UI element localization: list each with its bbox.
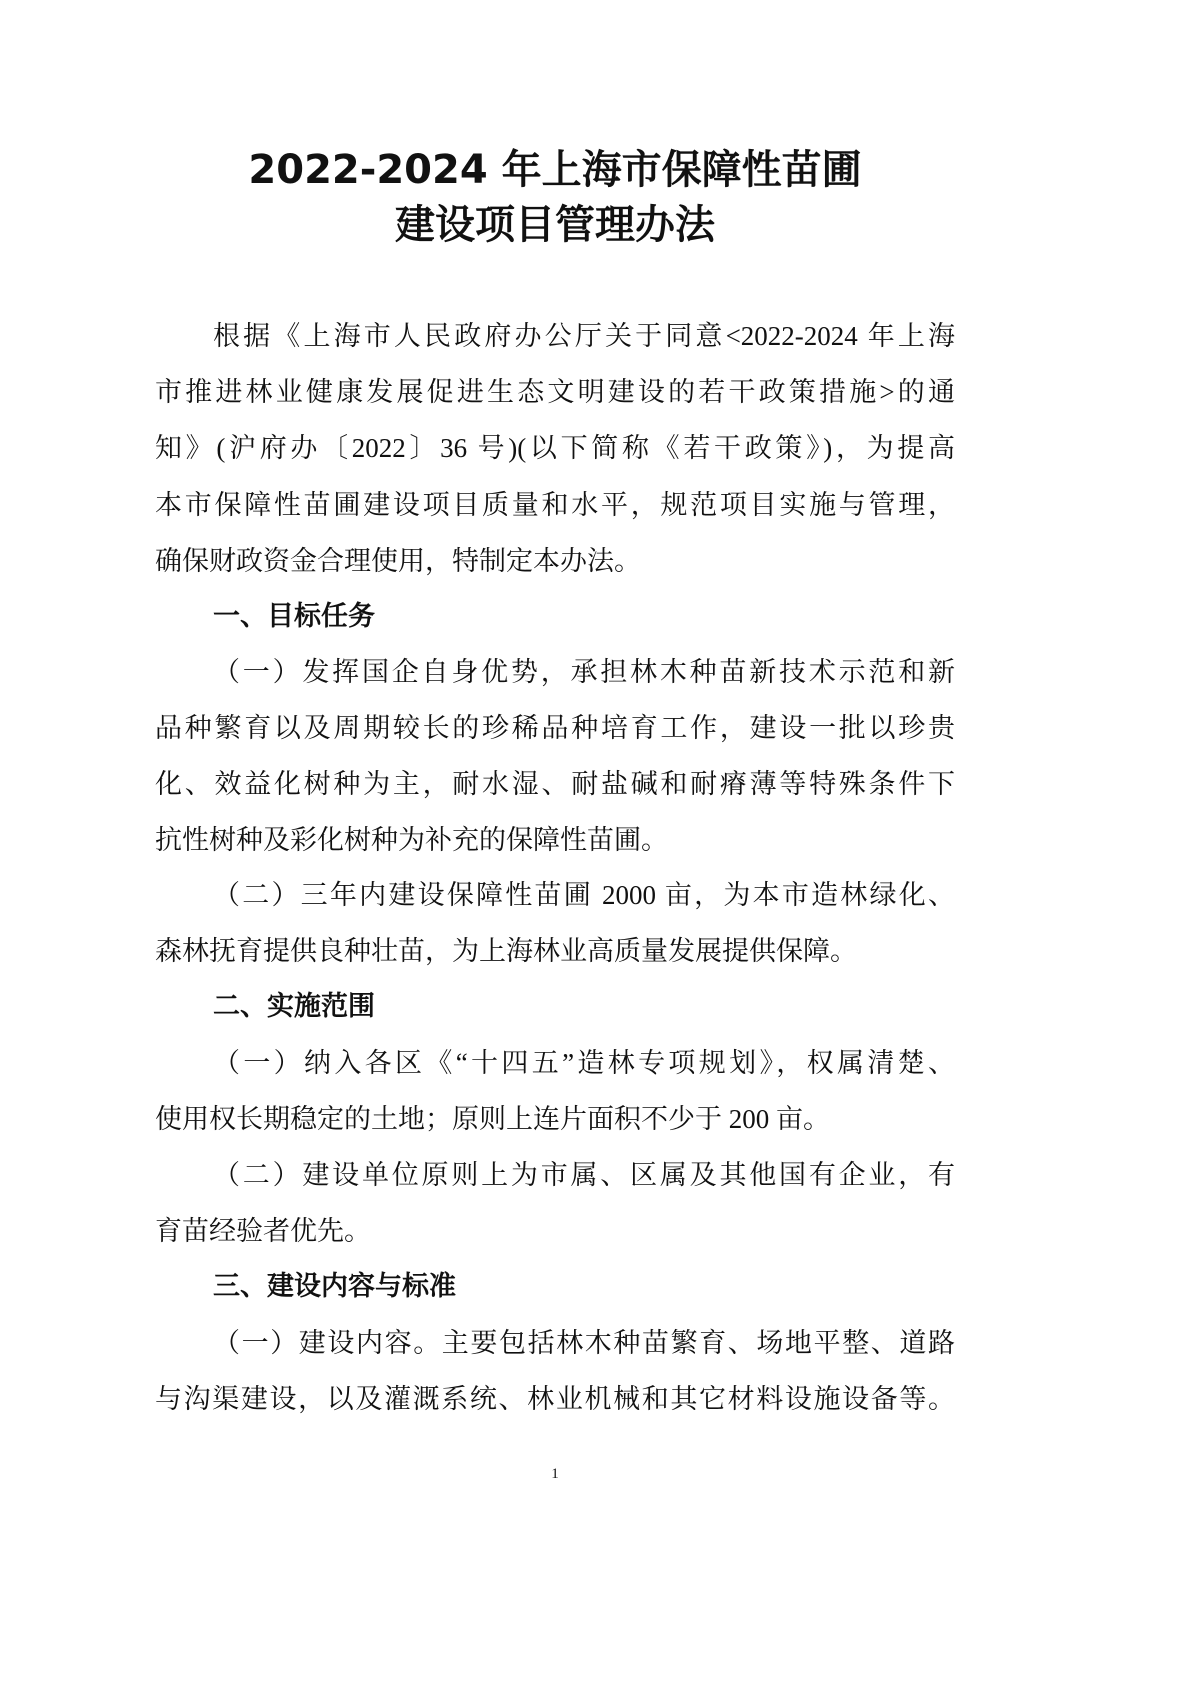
paragraph-line: 抗性树种及彩化树种为补充的保障性苗圃。 [155, 825, 668, 855]
paragraph-line: （二）建设单位原则上为市属、区属及其他国有企业，有 [213, 1160, 955, 1190]
document-title-line-1: 2022-2024 年上海市保障性苗圃 [248, 147, 862, 193]
section-heading: 一、目标任务 [213, 601, 375, 632]
paragraph-line: 与沟渠建设，以及灌溉系统、林业机械和其它材料设施设备等。 [155, 1384, 955, 1414]
paragraph-line: （一）建设内容。主要包括林木种苗繁育、场地平整、道路 [213, 1328, 955, 1358]
paragraph-line: 知》(沪府办〔2022〕36 号)(以下简称《若干政策》)，为提高 [155, 433, 955, 463]
paragraph-line: 品种繁育以及周期较长的珍稀品种培育工作，建设一批以珍贵 [155, 713, 955, 743]
paragraph-line: （一）纳入各区《“十四五”造林专项规划》，权属清楚、 [213, 1048, 955, 1078]
paragraph-line: 根据《上海市人民政府办公厅关于同意<2022-2024 年上海 [213, 321, 955, 351]
document-title-line-2: 建设项目管理办法 [395, 202, 715, 248]
paragraph-line: 确保财政资金合理使用，特制定本办法。 [155, 546, 641, 576]
paragraph-line: 市推进林业健康发展促进生态文明建设的若干政策措施>的通 [155, 377, 955, 407]
paragraph-line: 本市保障性苗圃建设项目质量和水平，规范项目实施与管理， [155, 490, 955, 520]
paragraph-line: 化、效益化树种为主，耐水湿、耐盐碱和耐瘠薄等特殊条件下 [155, 769, 955, 799]
section-heading: 二、实施范围 [213, 991, 375, 1022]
paragraph-line: （二）三年内建设保障性苗圃 2000 亩，为本市造林绿化、 [213, 880, 955, 910]
page-number: 1 [551, 1466, 559, 1482]
paragraph-line: 育苗经验者优先。 [155, 1216, 371, 1246]
section-heading: 三、建设内容与标准 [213, 1271, 456, 1302]
paragraph-line: 使用权长期稳定的土地；原则上连片面积不少于 200 亩。 [155, 1104, 830, 1134]
paragraph-line: 森林抚育提供良种壮苗，为上海林业高质量发展提供保障。 [155, 936, 857, 966]
paragraph-line: （一）发挥国企自身优势，承担林木种苗新技术示范和新 [213, 657, 955, 687]
